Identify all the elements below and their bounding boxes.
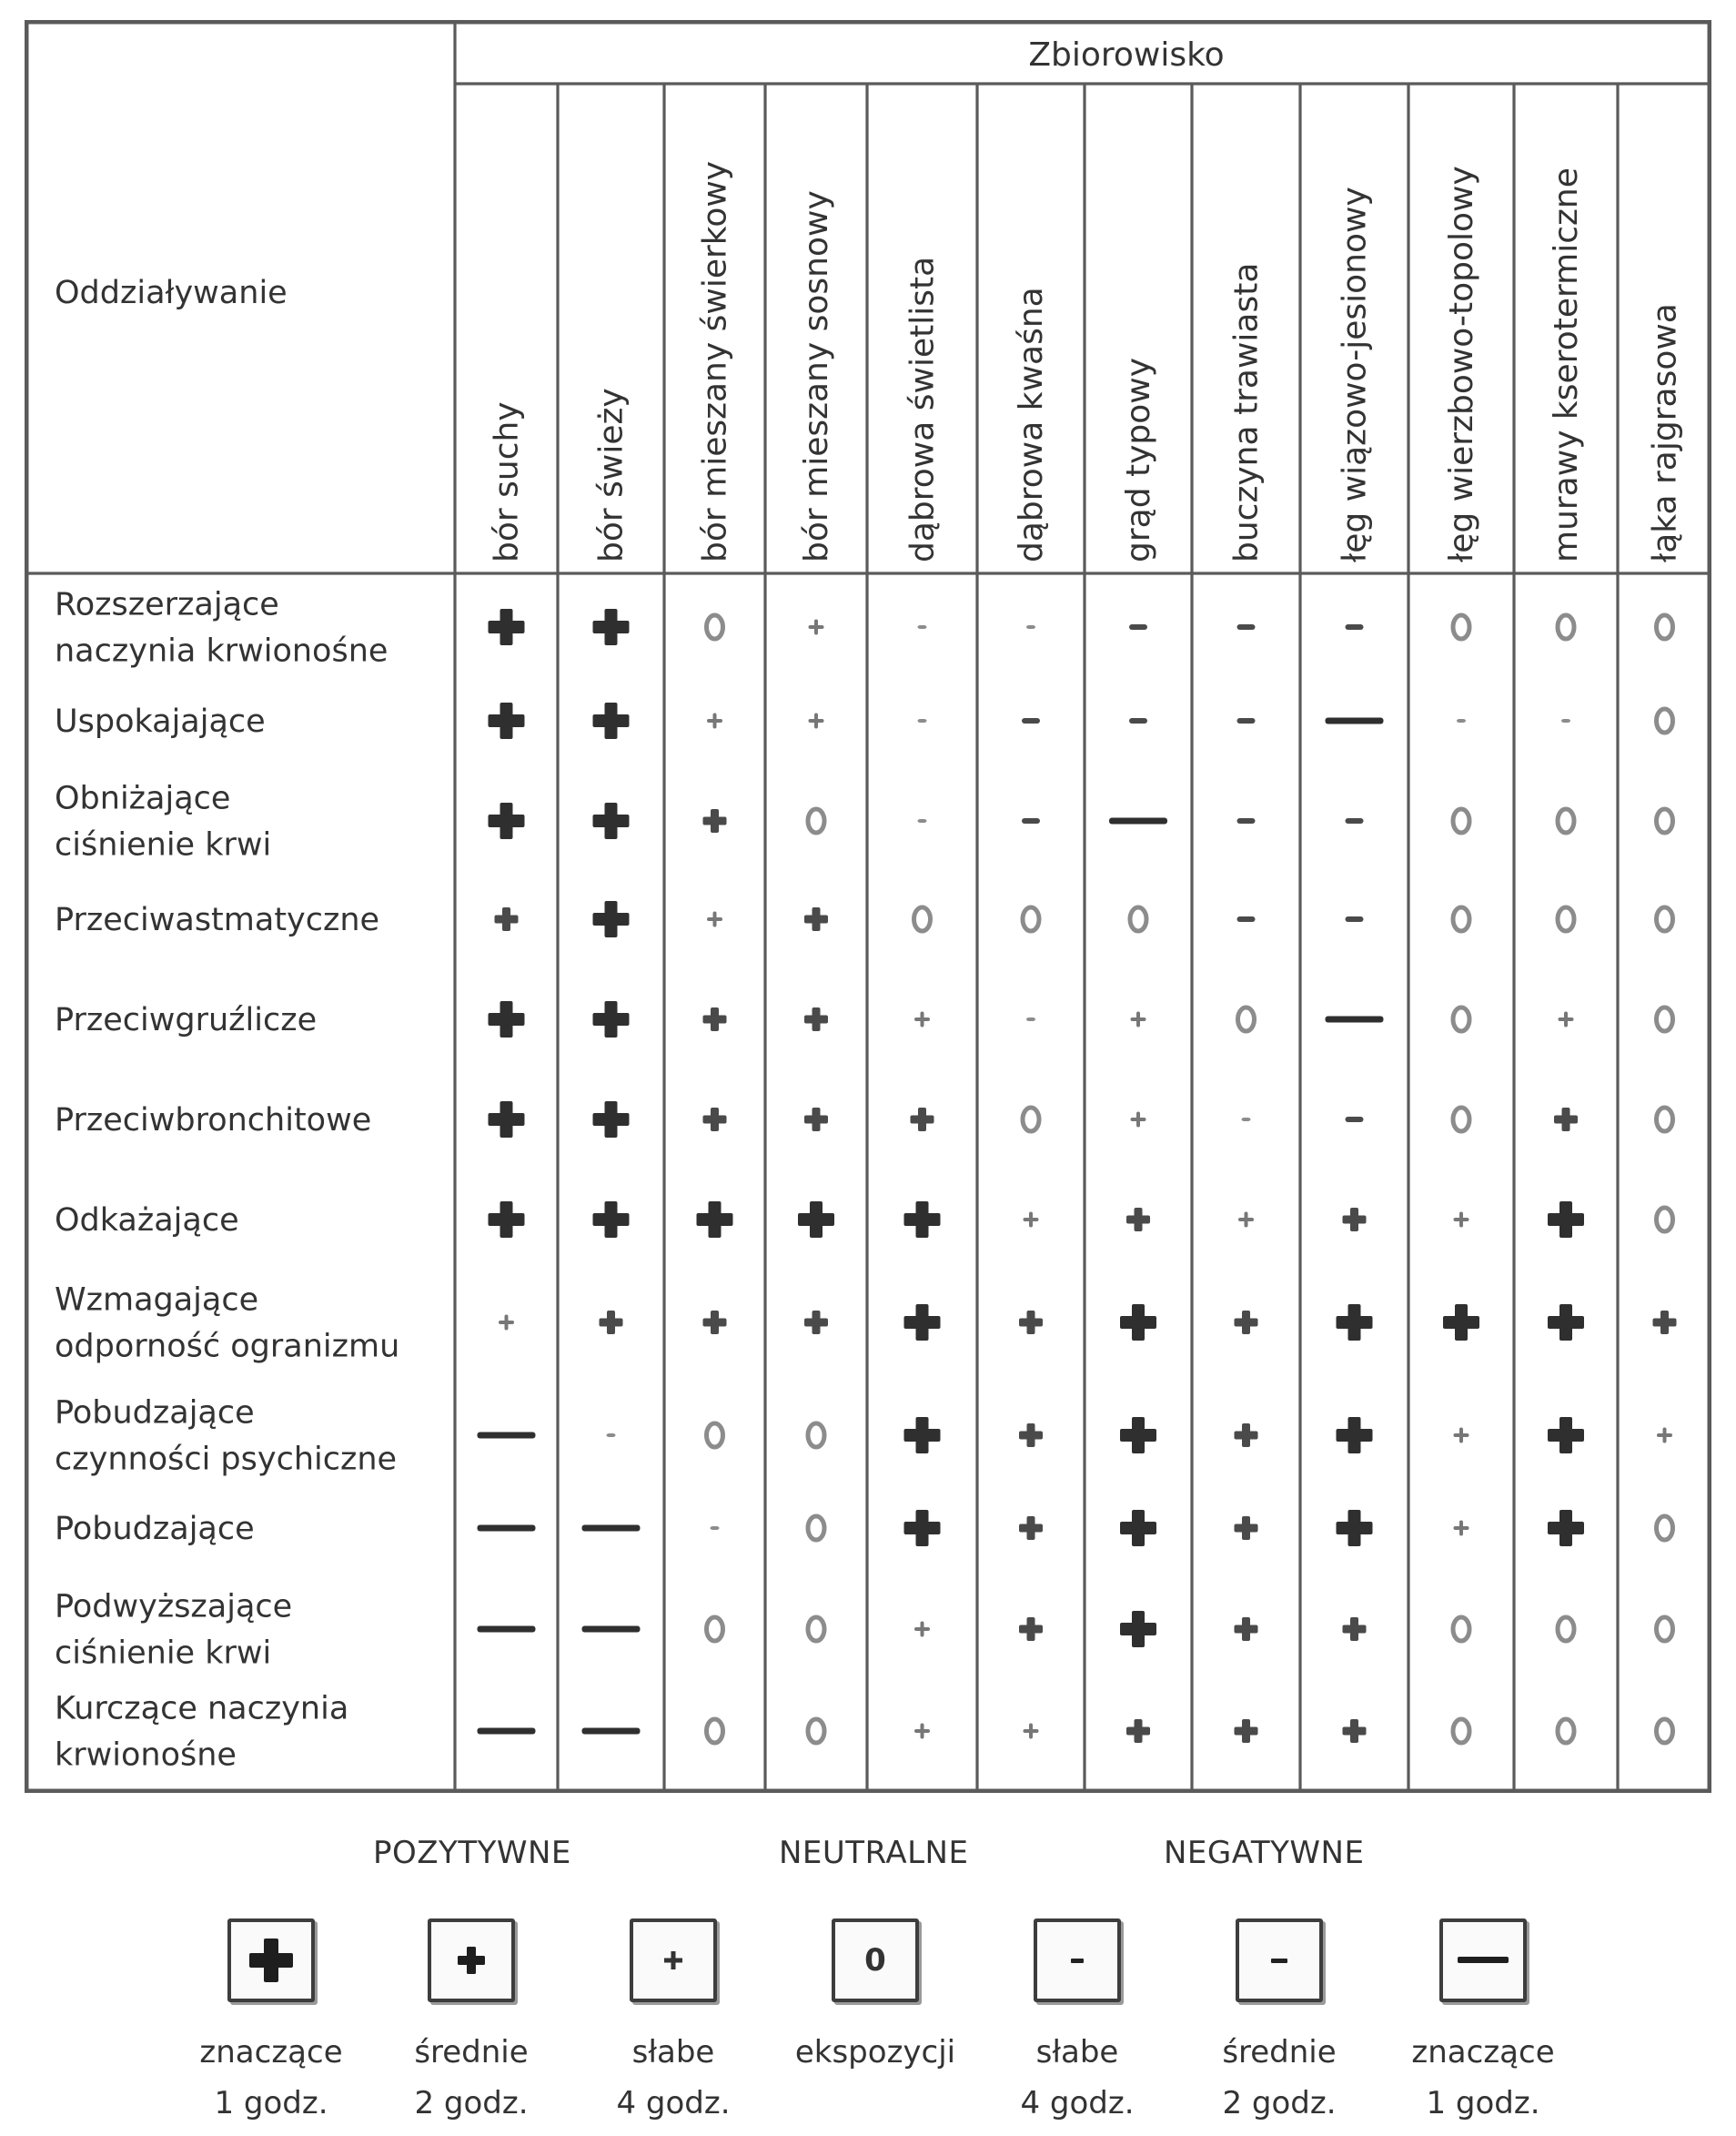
minus-weak-symbol xyxy=(1561,719,1570,723)
zero-symbol xyxy=(808,1516,824,1540)
legend-box-positive-strong xyxy=(227,1918,315,2002)
minus-medium-symbol xyxy=(1346,1117,1364,1122)
legend-duration: 2 godz. xyxy=(1222,2085,1337,2121)
column-header: bór mieszany świerkowy xyxy=(696,160,734,562)
row-labels xyxy=(55,587,399,1774)
plus-weak-symbol xyxy=(1131,1112,1146,1128)
legend-name: słabe xyxy=(1035,2034,1119,2070)
plus-medium-symbol xyxy=(1019,1311,1043,1334)
plus-strong-symbol xyxy=(593,1001,630,1038)
plus-strong-symbol xyxy=(1337,1510,1373,1546)
plus-strong-symbol xyxy=(1548,1304,1584,1341)
row-label: Obniżające xyxy=(55,780,231,817)
zero-symbol xyxy=(808,1423,824,1447)
legend-duration: 4 godz. xyxy=(1020,2085,1135,2121)
minus-strong-symbol xyxy=(1109,818,1167,825)
minus-strong-symbol xyxy=(478,1525,536,1532)
column-header: łęg wierzbowo-topolowy xyxy=(1443,166,1480,562)
plus-weak-symbol xyxy=(1024,1212,1039,1228)
minus-strong-symbol xyxy=(478,1626,536,1633)
minus-strong-symbol xyxy=(582,1728,641,1735)
column-header: łąka rajgrasowa xyxy=(1646,303,1684,562)
legend-name: znaczące xyxy=(199,2034,343,2070)
plus-strong-symbol xyxy=(593,703,630,739)
minus-medium-symbol xyxy=(1346,624,1364,630)
legend-duration: 2 godz. xyxy=(414,2085,529,2121)
legend-item-neutral xyxy=(775,1918,975,2071)
legend-duration: 1 godz. xyxy=(214,2085,328,2121)
minus-strong-symbol xyxy=(582,1626,641,1633)
plus-medium-symbol xyxy=(703,1007,727,1031)
zero-symbol xyxy=(1657,1516,1673,1540)
table-cells xyxy=(478,609,1677,1743)
plus-medium-symbol xyxy=(1343,1719,1367,1743)
plus-medium-symbol xyxy=(1019,1516,1043,1540)
legend-item-positive-strong xyxy=(171,1918,371,2122)
plus-weak-symbol xyxy=(914,1724,930,1739)
minus-medium-symbol xyxy=(1237,624,1256,630)
column-header: dąbrowa kwaśna xyxy=(1013,287,1050,562)
plus-medium-symbol xyxy=(804,1108,828,1131)
plus-weak-symbol xyxy=(914,1012,930,1028)
legend-box-negative-strong xyxy=(1439,1918,1527,2002)
zero-symbol xyxy=(1453,615,1469,639)
row-label: ciśnienie krwi xyxy=(55,1635,272,1672)
zero-symbol xyxy=(1558,1719,1574,1743)
plus-strong-symbol xyxy=(1548,1201,1584,1238)
minus-strong-symbol xyxy=(478,1432,536,1439)
minus-strong-symbol xyxy=(582,1525,641,1532)
minus-weak-symbol xyxy=(607,1433,616,1437)
plus-medium-symbol xyxy=(703,1311,727,1334)
legend-duration: ekspozycji xyxy=(794,2034,956,2070)
column-header: murawy kserotermiczne xyxy=(1548,167,1585,562)
plus-weak-icon xyxy=(646,1933,701,1988)
minus-strong-symbol xyxy=(478,1728,536,1735)
plus-strong-symbol xyxy=(489,803,525,839)
plus-weak-symbol xyxy=(1657,1428,1672,1443)
zero-symbol xyxy=(808,809,824,833)
plus-weak-symbol xyxy=(1238,1212,1254,1228)
zero-symbol xyxy=(1657,1108,1673,1131)
plus-medium-symbol xyxy=(1019,1617,1043,1641)
plus-medium-symbol xyxy=(911,1108,934,1131)
plus-strong-symbol xyxy=(1120,1611,1156,1647)
plus-medium-symbol xyxy=(1235,1423,1258,1447)
plus-strong-symbol xyxy=(593,803,630,839)
row-label: Odkażające xyxy=(55,1202,239,1239)
row-label: czynności psychiczne xyxy=(55,1441,398,1478)
row-label: Przeciwbronchitowe xyxy=(55,1102,372,1139)
minus-medium-symbol xyxy=(1129,718,1147,724)
row-label: Podwyższające xyxy=(55,1588,293,1625)
zero-symbol xyxy=(707,1617,723,1641)
minus-weak-symbol xyxy=(918,625,927,629)
zero-symbol xyxy=(1453,1108,1469,1131)
minus-medium-icon xyxy=(1252,1933,1307,1988)
plus-weak-symbol xyxy=(809,620,824,635)
legend-box-neutral xyxy=(832,1918,919,2002)
row-label: Wzmagające xyxy=(55,1281,259,1319)
plus-medium-symbol xyxy=(1126,1719,1150,1743)
minus-weak-symbol xyxy=(918,819,927,823)
plus-weak-symbol xyxy=(914,1622,930,1637)
plus-medium-symbol xyxy=(1235,1311,1258,1334)
row-label: ciśnienie krwi xyxy=(55,826,272,864)
legend-box-positive-weak xyxy=(630,1918,717,2002)
plus-strong-symbol xyxy=(1548,1417,1584,1453)
plus-strong-symbol xyxy=(1337,1304,1373,1341)
minus-strong-symbol xyxy=(1326,718,1384,724)
plus-medium-symbol xyxy=(1554,1108,1578,1131)
zero-symbol xyxy=(1657,809,1673,833)
zero-symbol xyxy=(1558,907,1574,931)
minus-medium-symbol xyxy=(1237,718,1256,724)
plus-strong-icon xyxy=(244,1933,298,1988)
plus-medium-symbol xyxy=(804,1007,828,1031)
zero-symbol xyxy=(808,1719,824,1743)
zero-symbol xyxy=(707,615,723,639)
zero-symbol xyxy=(808,1617,824,1641)
legend-item-negative-strong xyxy=(1383,1918,1583,2122)
minus-weak-symbol xyxy=(711,1526,720,1530)
zero-symbol xyxy=(707,1719,723,1743)
zero-symbol xyxy=(1130,907,1146,931)
zero-symbol xyxy=(1453,1617,1469,1641)
column-header: dąbrowa świetlista xyxy=(903,256,942,562)
minus-medium-symbol xyxy=(1346,818,1364,824)
plus-medium-symbol xyxy=(1235,1516,1258,1540)
plus-strong-symbol xyxy=(489,1001,525,1038)
minus-medium-symbol xyxy=(1237,818,1256,824)
legend-box-positive-medium xyxy=(428,1918,515,2002)
legend-item-negative-medium xyxy=(1179,1918,1379,2122)
legend-item-positive-medium xyxy=(371,1918,571,2122)
zero-symbol xyxy=(1453,1719,1469,1743)
minus-medium-symbol xyxy=(1022,818,1040,824)
plus-weak-symbol xyxy=(1454,1521,1469,1536)
legend-name: średnie xyxy=(414,2034,529,2070)
plus-medium-symbol xyxy=(804,907,828,931)
minus-medium-symbol xyxy=(1022,718,1040,724)
plus-weak-symbol xyxy=(499,1315,514,1331)
minus-medium-symbol xyxy=(1346,916,1364,922)
legend-name: znaczące xyxy=(1411,2034,1555,2070)
row-label: Przeciwastmatyczne xyxy=(55,902,380,938)
plus-strong-symbol xyxy=(593,609,630,645)
column-header: łęg wiązowo-jesionowy xyxy=(1336,187,1374,562)
plus-medium-symbol xyxy=(1235,1617,1258,1641)
row-label: krwionośne xyxy=(55,1736,237,1774)
zero-symbol xyxy=(1453,907,1469,931)
zero-symbol xyxy=(1558,615,1574,639)
minus-strong-symbol xyxy=(1326,1017,1384,1023)
plus-medium-symbol xyxy=(600,1311,623,1334)
minus-weak-icon xyxy=(1050,1933,1105,1988)
plus-medium-symbol xyxy=(1019,1423,1043,1447)
zero-symbol xyxy=(1657,615,1673,639)
legend-name: średnie xyxy=(1222,2034,1337,2070)
zero-symbol xyxy=(914,907,931,931)
row-label: odporność ogranizmu xyxy=(55,1328,400,1365)
legend-negative-title: NEGATYWNE xyxy=(1164,1835,1365,1871)
legend-duration: 1 godz. xyxy=(1426,2085,1540,2121)
plus-strong-symbol xyxy=(489,609,525,645)
plus-strong-symbol xyxy=(593,1201,630,1238)
plus-weak-symbol xyxy=(1131,1012,1146,1028)
plus-strong-symbol xyxy=(798,1201,834,1238)
plus-strong-symbol xyxy=(1120,1417,1156,1453)
row-label: Pobudzające xyxy=(55,1394,255,1432)
legend-name: słabe xyxy=(631,2034,715,2070)
minus-weak-symbol xyxy=(1026,1017,1035,1021)
legend-item-negative-weak xyxy=(977,1918,1177,2122)
plus-strong-symbol xyxy=(489,703,525,739)
column-header: buczyna trawiasta xyxy=(1227,262,1266,562)
legend-neutral-title: NEUTRALNE xyxy=(779,1835,969,1871)
plus-strong-symbol xyxy=(697,1201,733,1238)
zero-symbol xyxy=(1023,1108,1039,1131)
group-title: Zbiorowisko xyxy=(1028,36,1225,74)
minus-weak-symbol xyxy=(1026,625,1035,629)
minus-weak-symbol xyxy=(1457,719,1466,723)
minus-medium-symbol xyxy=(1129,624,1147,630)
interaction-table xyxy=(25,20,1711,1793)
plus-weak-symbol xyxy=(1454,1212,1469,1228)
plus-strong-symbol xyxy=(904,1201,941,1238)
plus-strong-symbol xyxy=(1337,1417,1373,1453)
zero-symbol xyxy=(1238,1007,1255,1031)
zero-symbol xyxy=(1657,709,1673,733)
minus-strong-icon xyxy=(1456,1933,1510,1988)
legend-positive-title: POZYTYWNE xyxy=(373,1835,571,1871)
plus-strong-symbol xyxy=(489,1101,525,1138)
zero-symbol xyxy=(1657,907,1673,931)
row-label: Pobudzające xyxy=(55,1511,255,1547)
plus-strong-symbol xyxy=(904,1510,941,1546)
plus-strong-symbol xyxy=(1120,1510,1156,1546)
zero-symbol xyxy=(1453,1007,1469,1031)
column-header: bór świeży xyxy=(592,388,631,562)
plus-strong-symbol xyxy=(1548,1510,1584,1546)
zero-symbol xyxy=(1023,907,1039,931)
zero-symbol xyxy=(1657,1617,1673,1641)
plus-medium-symbol xyxy=(495,907,519,931)
plus-medium-symbol xyxy=(1343,1617,1367,1641)
legend-duration: 4 godz. xyxy=(616,2085,731,2121)
zero-symbol xyxy=(1657,1208,1673,1231)
plus-strong-symbol xyxy=(593,901,630,937)
plus-weak-symbol xyxy=(707,912,722,927)
zero-symbol xyxy=(707,1423,723,1447)
minus-medium-symbol xyxy=(1237,916,1256,922)
plus-weak-symbol xyxy=(707,714,722,729)
plus-medium-symbol xyxy=(1126,1208,1150,1231)
plus-strong-symbol xyxy=(489,1201,525,1238)
plus-strong-symbol xyxy=(904,1304,941,1341)
legend-box-negative-weak xyxy=(1034,1918,1121,2002)
zero-symbol xyxy=(1657,1719,1673,1743)
plus-weak-symbol xyxy=(1559,1012,1574,1028)
row-label: naczynia krwionośne xyxy=(55,633,389,670)
plus-weak-symbol xyxy=(809,714,824,729)
plus-medium-symbol xyxy=(1235,1719,1258,1743)
plus-medium-icon xyxy=(444,1933,499,1988)
column-header: bór suchy xyxy=(488,401,526,562)
legend-item-positive-weak xyxy=(573,1918,773,2122)
plus-medium-symbol xyxy=(703,1108,727,1131)
zero-symbol xyxy=(1558,809,1574,833)
plus-strong-symbol xyxy=(1120,1304,1156,1341)
plus-strong-symbol xyxy=(593,1101,630,1138)
row-label: Rozszerzające xyxy=(55,586,279,623)
column-header: grąd typowy xyxy=(1120,357,1157,562)
plus-medium-symbol xyxy=(804,1311,828,1334)
plus-medium-symbol xyxy=(1343,1208,1367,1231)
zero-symbol xyxy=(1558,1617,1574,1641)
row-label: Przeciwgruźlicze xyxy=(55,1002,318,1038)
minus-weak-symbol xyxy=(918,719,927,723)
plus-medium-symbol xyxy=(703,809,727,833)
minus-weak-symbol xyxy=(1242,1118,1251,1121)
plus-strong-symbol xyxy=(904,1417,941,1453)
row-label: Uspokajające xyxy=(55,704,266,740)
plus-strong-symbol xyxy=(1443,1304,1479,1341)
plus-weak-symbol xyxy=(1454,1428,1469,1443)
zero-symbol xyxy=(1657,1007,1673,1031)
row-label: Kurczące naczynia xyxy=(55,1690,349,1727)
zero-glyph: 0 xyxy=(864,1942,886,1979)
zero-symbol xyxy=(1453,809,1469,833)
header-label: Oddziaływanie xyxy=(55,275,288,311)
plus-weak-symbol xyxy=(1024,1724,1039,1739)
legend-box-negative-medium xyxy=(1236,1918,1323,2002)
column-header: bór mieszany sosnowy xyxy=(798,190,835,562)
plus-medium-symbol xyxy=(1653,1311,1677,1334)
